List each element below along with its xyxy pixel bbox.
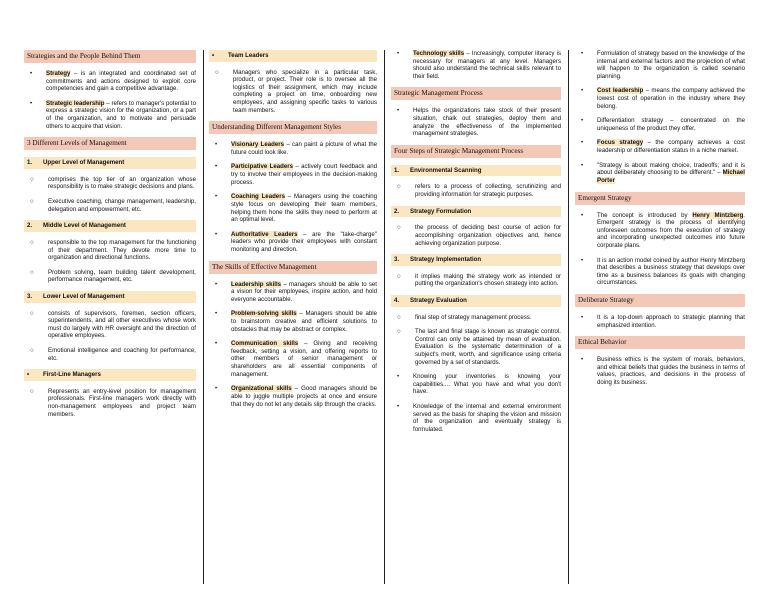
list-item: • Helps the organizations take stock of their present situation, chalk out strategies, deploy them and analyze the effectiveness of the implemented management strategies.	[397, 107, 561, 138]
section-heading-skills: The Skills of Effective Management	[209, 261, 377, 274]
section-heading-levels: 3 Different Levels of Management	[24, 137, 196, 150]
circle-bullet-icon: ○	[30, 387, 34, 395]
subheading-strategy-formulation: 2. Strategy Formulation	[391, 206, 561, 218]
list-item: ○ Emotional intelligence and coaching for performance, etc.	[30, 347, 196, 362]
bullet-icon: •	[581, 211, 584, 219]
column-2	[209, 50, 377, 586]
list-item: ○ the process of deciding best course of action for accomplishing organization objectives and, hence achieving organization purpose.	[397, 224, 561, 247]
list-item: • Differentiation strategy – concentrated on the uniqueness of the product they offer.	[581, 117, 745, 132]
list-item: • Strategic leadership – refers to manager's potential to express a strategic vision for the organization, or a part of the organization, and to motivate and persuade others to acquire that vision.	[30, 99, 196, 130]
list-item: • Organizational skills – Good managers should be able to juggle multiple projects at once and ensure that they do not let any details slip through the cracks.	[215, 385, 377, 408]
bullet-icon: •	[215, 310, 218, 318]
bullet-icon: •	[215, 141, 218, 149]
circle-bullet-icon: ○	[30, 347, 34, 355]
list-item: • The concept is introduced by Henry Mintzberg. Emergent strategy is the process of identifying unforeseen outcomes from the execution of strategy and incorporating unexpected outcomes into future corporate plans.	[581, 211, 745, 249]
circle-bullet-icon: ○	[30, 175, 34, 183]
list-item: • Problem-solving skills – Managers should be able to brainstorm creative and efficient solutions to obstacles that may be abstract or complex.	[215, 310, 377, 333]
list-item: • Communication skills – Giving and receiving feedback, setting a vision, and offering reports to other members of senior management or shareholders are all essential components of management.	[215, 340, 377, 378]
list-item: ○ final step of strategy management process.	[397, 313, 532, 321]
section-heading-four-steps: Four Steps of Strategic Management Process	[391, 145, 561, 158]
list-item: • Strategy – is an integrated and coordinated set of commitments and actions designed to exploit core competencies and gain a competitive advantage.	[30, 70, 196, 93]
bullet-icon: •	[581, 87, 584, 95]
column-divider-2	[384, 50, 385, 584]
list-item: • Cost leadership – means the company achieved the lowest cost of operation in the industry where they belong.	[581, 87, 745, 110]
circle-bullet-icon: ○	[397, 313, 401, 321]
circle-bullet-icon: ○	[30, 198, 34, 206]
list-item: • Authoritative Leaders – are the "take-charge" leaders who provide their employees with constant monitoring and direction.	[215, 230, 377, 253]
circle-bullet-icon: ○	[30, 238, 34, 246]
list-item: ○ refers to a process of collecting, scrutinizing and providing information for strategic purposes.	[397, 183, 561, 199]
column-divider-3	[568, 50, 569, 584]
subheading-strategy-evaluation: 4. Strategy Evaluation	[391, 295, 561, 307]
column-divider-1	[203, 50, 204, 584]
circle-bullet-icon: ○	[397, 183, 401, 191]
list-item: ○ comprises the top tier of an organization whose responsibility is to make strategic decisions and plans.	[30, 175, 196, 191]
list-item: ○ Problem solving, team building talent development, performance management, etc.	[30, 268, 196, 284]
list-item: • It is an action model coined by author Henry Mintzberg that describes a business strategy that develops over time as a business balances its goals with changing circumstances.	[581, 256, 745, 287]
circle-bullet-icon: ○	[397, 328, 401, 336]
bullet-icon: •	[581, 50, 584, 57]
bullet-icon: •	[397, 50, 400, 57]
list-item: • Technology skills – Increasingly, computer literacy is necessary for managers at any level. Managers should also understand the technical skills relevant to their field.	[397, 50, 562, 80]
list-item: ○ consists of supervisors, foremen, section officers, superintendents, and all other executives whose work must do largely with HR oversight and the direction of operative employees.	[30, 309, 196, 340]
list-item: ○ The last and final stage is known as strategic control. Control can only be attained by mean of evaluation. Evaluation is the systematic determination of a subject's merit, worth, and significance using criteria governed by a set of standards.	[397, 328, 561, 366]
section-heading-strategies: Strategies and the People Behind Them	[24, 50, 196, 63]
bullet-icon: •	[581, 314, 584, 322]
bullet-icon: •	[215, 280, 218, 288]
list-item: • Participative Leaders – actively court feedback and try to involve their employees in the decision-making process.	[215, 163, 377, 186]
list-item: • Knowledge of the internal and external environment served as the basis for shaping the vision and mission of the organization and eventually strategy is formulated.	[397, 403, 561, 433]
bullet-icon: •	[397, 107, 400, 115]
subheading-environmental-scanning: 1. Environmental Scanning	[391, 165, 561, 177]
list-item: • Knowing your inventories is knowing your capabilities.... What you have and what you don't have.	[397, 373, 561, 396]
bullet-icon: •	[30, 70, 33, 77]
subheading-lower-level: 3. Lower Level of Management	[24, 291, 196, 303]
bullet-icon: •	[30, 99, 33, 107]
column-4	[575, 50, 745, 586]
circle-bullet-icon: ○	[215, 68, 219, 76]
circle-bullet-icon: ○	[397, 272, 401, 280]
bullet-icon: •	[581, 356, 584, 364]
bullet-icon: •	[581, 117, 584, 125]
section-heading-deliberate: Deliberate Strategy	[575, 294, 745, 307]
list-item: • Visionary Leaders – can paint a picture of what the future could look like.	[215, 141, 378, 156]
list-item: ○ it implies making the strategy work as intended or putting the organization's chosen strategy into action.	[397, 272, 561, 288]
list-item: ○ responsible to the top management for the functioning of their department. They devote more time to organization and directional functions.	[30, 238, 196, 262]
list-item: • Business ethics is the system of morals, behaviors, and ethical beliefs that guides the business in terms of values, practices, and decisions in the process of doing its business.	[581, 356, 745, 387]
circle-bullet-icon: ○	[30, 309, 34, 317]
subheading-upper-level: 1. Upper Level of Management	[24, 157, 196, 169]
list-item: ○ Executive coaching, change management, leadership, delegation and empowerment, etc.	[30, 198, 196, 213]
subheading-strategy-implementation: 3. Strategy Implementation	[391, 254, 561, 266]
circle-bullet-icon: ○	[397, 224, 401, 232]
bullet-icon: •	[215, 230, 218, 238]
bullet-icon: •	[215, 193, 218, 201]
list-item: • Formulation of strategy based on the knowledge of the internal and external factors and the projection of what will happen to the organization is called scenario planning.	[581, 50, 745, 80]
bullet-icon: •	[581, 256, 584, 264]
list-item: ○ Represents an entry-level position for management professionals. First-line managers work directly with non-management employees and project team members.	[30, 387, 196, 418]
list-item: • Coaching Leaders – Managers using the coaching style focus on developing their team members, helping them hone the skills they need to perform at an optimal level.	[215, 193, 378, 224]
subheading-first-line-managers: • First-Line Managers	[24, 369, 196, 381]
section-heading-ethical: Ethical Behavior	[575, 336, 745, 349]
section-heading-emergent: Emergent Strategy	[575, 192, 745, 205]
bullet-icon: •	[581, 161, 584, 169]
section-heading-smp: Strategic Management Process	[391, 87, 561, 100]
bullet-icon: •	[397, 403, 400, 411]
list-item: ○ Managers who specialize in a particular task, product, or project. Their role is to oversee all the logistics of their assignment, which may include completing a project on time, onboarding new employees, and assigning specific tasks to various team members.	[215, 68, 377, 114]
list-item: • "Strategy is about making choice, tradeoffs; and it is about deliberately choosing to be different." – Michael Porter	[581, 161, 745, 184]
bullet-icon: •	[397, 373, 400, 381]
bullet-icon: •	[215, 340, 218, 348]
subheading-team-leaders: • Team Leaders	[209, 50, 377, 62]
bullet-icon: •	[215, 163, 218, 171]
list-item: • It is a top-down approach to strategic planning that emphasized intention.	[581, 314, 745, 329]
subheading-middle-level: 2. Middle Level of Management	[24, 220, 196, 232]
column-1	[24, 50, 196, 586]
list-item: • Focus strategy – the company achieves a cost leadership or differentiation status in a niche market.	[581, 139, 745, 155]
column-3	[391, 50, 561, 586]
list-item: • Leadership skills – managers should be able to set a vision for their employees, inspire action, and hold everyone accountable.	[215, 280, 377, 303]
bullet-icon: •	[581, 139, 584, 147]
section-heading-styles: Understanding Different Management Styles	[209, 121, 377, 134]
bullet-icon: •	[215, 385, 218, 393]
circle-bullet-icon: ○	[30, 268, 34, 276]
